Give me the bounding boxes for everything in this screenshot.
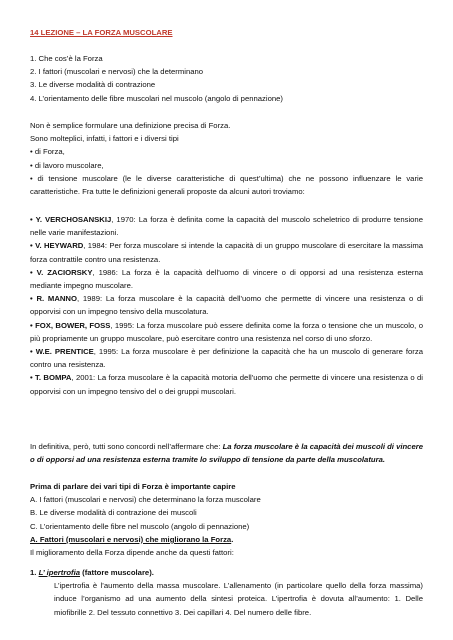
item-ipertrofia-heading bbox=[30, 566, 423, 579]
definition-item bbox=[30, 292, 423, 318]
definition-item bbox=[30, 239, 423, 265]
outline-list bbox=[30, 52, 423, 105]
conclusion-paragraph bbox=[30, 440, 423, 466]
definition-text: , 1995: La forza muscolare può essere definita come la forza o tensione che un muscolo, o più propriamente un gruppo muscolare, può esercitare contro una resistenza nel corso di uno sforzo. bbox=[30, 320, 423, 343]
definition-text: , 1995: La forza muscolare è per definizione la capacità che ha un muscolo di generare forza contro una resistenza. bbox=[30, 347, 423, 370]
intro-line: Non è semplice formulare una definizione precisa di Forza. bbox=[30, 121, 231, 130]
intro-line: Sono molteplici, infatti, i fattori e i diversi tipi bbox=[30, 134, 179, 144]
before-heading: Prima di parlare dei vari tipi di Forza è importante capire bbox=[30, 482, 236, 491]
item-ipertrofia bbox=[30, 566, 423, 619]
definition-author: • W.E. PRENTICE bbox=[30, 347, 94, 357]
definition-item bbox=[30, 266, 423, 292]
definition-text: , 1986: La forza è la capacità dell'uomo di vincere o di opporsi ad una resistenza esterna mediante impegno muscolare. bbox=[30, 267, 423, 291]
item-qualifier: (fattore muscolare). bbox=[80, 568, 154, 577]
definition-item bbox=[30, 319, 423, 345]
definition-author: • T. BOMPA bbox=[30, 373, 72, 383]
definition-author: • V. HEYWARD bbox=[30, 241, 84, 251]
definition-text: , 1970: La forza è definita come la capacità del muscolo scheletrico di produrre tensione nelle varie manifestazioni. bbox=[30, 215, 423, 238]
definition-text: , 1984: Per forza muscolare si intende la capacità di un gruppo muscolare di esercitare la massima forza contrattile contro una resistenza. bbox=[30, 241, 423, 264]
outline-item: 1. Che cos’è la Forza bbox=[30, 54, 103, 63]
definition-author: • Y. VERCHOSANSKIJ bbox=[30, 215, 112, 224]
before-block bbox=[30, 480, 423, 533]
definitions-list bbox=[30, 213, 423, 398]
before-item: A. I fattori (muscolari e nervosi) che determinano la forza muscolare bbox=[30, 495, 261, 505]
definition-item bbox=[30, 213, 423, 239]
intro-bullet: • di lavoro muscolare, bbox=[30, 160, 104, 170]
section-a-intro: Il miglioramento della Forza dipende anche da questi fattori: bbox=[30, 548, 234, 558]
intro-block bbox=[30, 119, 423, 198]
definition-item bbox=[30, 371, 423, 397]
section-a bbox=[30, 533, 423, 559]
item-term: L’ ipertrofia bbox=[38, 568, 80, 577]
item-number: 1. bbox=[30, 568, 39, 577]
outline-item: 3. Le diverse modalità di contrazione bbox=[30, 80, 156, 90]
definition-text: , 2001: La forza muscolare è la capacità motoria dell'uomo che permette di vincere una resistenza o di opporvisi con un impegno tensivo del o dei gruppi muscolari. bbox=[30, 373, 424, 396]
intro-bullet: • di tensione muscolare (le le diverse caratteristiche di quest’ultima) che ne possono influenzare le varie caratteristiche. Fra tutte le definizioni generali proposte da alcuni autori troviamo: bbox=[30, 173, 423, 197]
conclusion-lead: In definitiva, però, tutti sono concordi nell’affermare che: bbox=[30, 442, 223, 451]
intro-bullet: • di Forza, bbox=[30, 147, 65, 157]
definition-author: • R. MANNO bbox=[30, 294, 77, 304]
section-a-heading-line bbox=[30, 533, 423, 546]
section-a-heading: A. Fattori (muscolari e nervosi) che migliorano la Forza bbox=[30, 535, 232, 544]
conclusion-emphasis: La forza muscolare è la capacità dei muscoli di vincere o di opporsi ad una resistenza esterna tramite lo sviluppo di tensione da parte della muscolatura. bbox=[30, 442, 423, 465]
before-item: C. L’orientamento delle fibre nel muscolo (angolo di pennazione) bbox=[30, 521, 250, 531]
before-item: B. Le diverse modalità di contrazione dei muscoli bbox=[30, 508, 197, 518]
section-a-heading-end: . bbox=[231, 535, 234, 544]
lesson-title: 14 LEZIONE – LA FORZA MUSCOLARE bbox=[30, 28, 173, 37]
definition-text: , 1989: La forza muscolare è la capacità dell'uomo che permette di vincere una resistenza o di opporvisi con un impegno tensivo della muscolatura. bbox=[30, 294, 423, 317]
item-ipertrofia-body: L’ipertrofia è l’aumento della massa muscolare. L’allenamento (in particolare quello della forza massima) induce l’organismo ad una aumento della sintesi proteica. L’ipertrofia è dovuta all’aumento: 1. Delle miofibrille 2. Del tessuto connettivo 3. Dei capillari 4. Del numero delle fibre. bbox=[54, 581, 423, 617]
definition-author: • FOX, BOWER, FOSS bbox=[30, 320, 111, 330]
outline-item: 2. I fattori (muscolari e nervosi) che la determinano bbox=[30, 67, 204, 77]
definition-item bbox=[30, 345, 423, 371]
outline-item: 4. L’orientamento delle fibre muscolari nel muscolo (angolo di pennazione) bbox=[30, 93, 283, 103]
definition-author: • V. ZACIORSKY bbox=[30, 267, 93, 277]
